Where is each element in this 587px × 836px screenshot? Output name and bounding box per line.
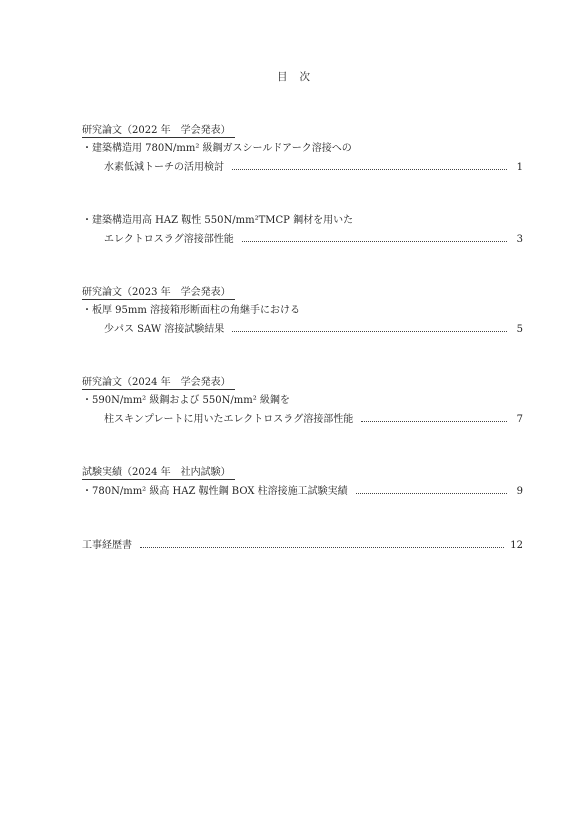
dot-leader bbox=[361, 420, 507, 422]
toc-entry-title: 柱スキンプレートに用いたエレクトロスラグ溶接部性能 bbox=[104, 414, 354, 425]
section-heading-2023: 研究論文（2023 年 学会発表） bbox=[82, 286, 235, 300]
page-number: 1 bbox=[516, 162, 523, 173]
page-number: 7 bbox=[516, 414, 523, 425]
dot-leader bbox=[232, 168, 507, 170]
section-heading-2022: 研究論文（2022 年 学会発表） bbox=[82, 124, 235, 138]
toc-entry-line: ・590N/mm² 級鋼および 550N/mm² 級鋼を bbox=[82, 395, 290, 406]
toc-entry-7[interactable] bbox=[104, 413, 523, 426]
page-title bbox=[0, 69, 587, 84]
toc-entry-9[interactable] bbox=[82, 485, 523, 498]
toc-entry-title: エレクトロスラグ溶接部性能 bbox=[104, 234, 234, 245]
dot-leader bbox=[232, 330, 507, 332]
toc-entry-1[interactable] bbox=[104, 161, 523, 174]
toc-entry-line: ・建築構造用 780N/mm² 級鋼ガスシールドアーク溶接への bbox=[82, 143, 352, 154]
toc-entry-title: 水素低減トーチの活用検討 bbox=[104, 162, 224, 173]
section-heading-2024: 研究論文（2024 年 学会発表） bbox=[82, 376, 235, 390]
toc-entry-line: ・板厚 95mm 溶接箱形断面柱の角継手における bbox=[82, 305, 301, 316]
dot-leader bbox=[242, 240, 507, 242]
dot-leader bbox=[140, 546, 504, 548]
toc-entry-title: ・780N/mm² 級高 HAZ 靱性鋼 BOX 柱溶接施工試験実績 bbox=[82, 486, 348, 497]
toc-entry-title: 少パス SAW 溶接試験結果 bbox=[104, 324, 225, 335]
toc-entry-title: 工事経歴書 bbox=[82, 540, 132, 551]
title-char-1: 目 bbox=[277, 71, 288, 83]
toc-entry-12[interactable] bbox=[82, 539, 523, 552]
page-number: 12 bbox=[510, 540, 523, 551]
page-number: 3 bbox=[516, 234, 523, 245]
dot-leader bbox=[356, 492, 507, 494]
toc-entry-5[interactable] bbox=[104, 323, 523, 336]
section-heading-internal-test: 試験実績（2024 年 社内試験） bbox=[82, 466, 235, 480]
page-number: 5 bbox=[516, 324, 523, 335]
toc-entry-line: ・建築構造用高 HAZ 靱性 550N/mm²TMCP 鋼材を用いた bbox=[82, 215, 354, 226]
toc-entry-3[interactable] bbox=[104, 233, 523, 246]
title-char-2: 次 bbox=[299, 71, 310, 83]
page-number: 9 bbox=[516, 486, 523, 497]
